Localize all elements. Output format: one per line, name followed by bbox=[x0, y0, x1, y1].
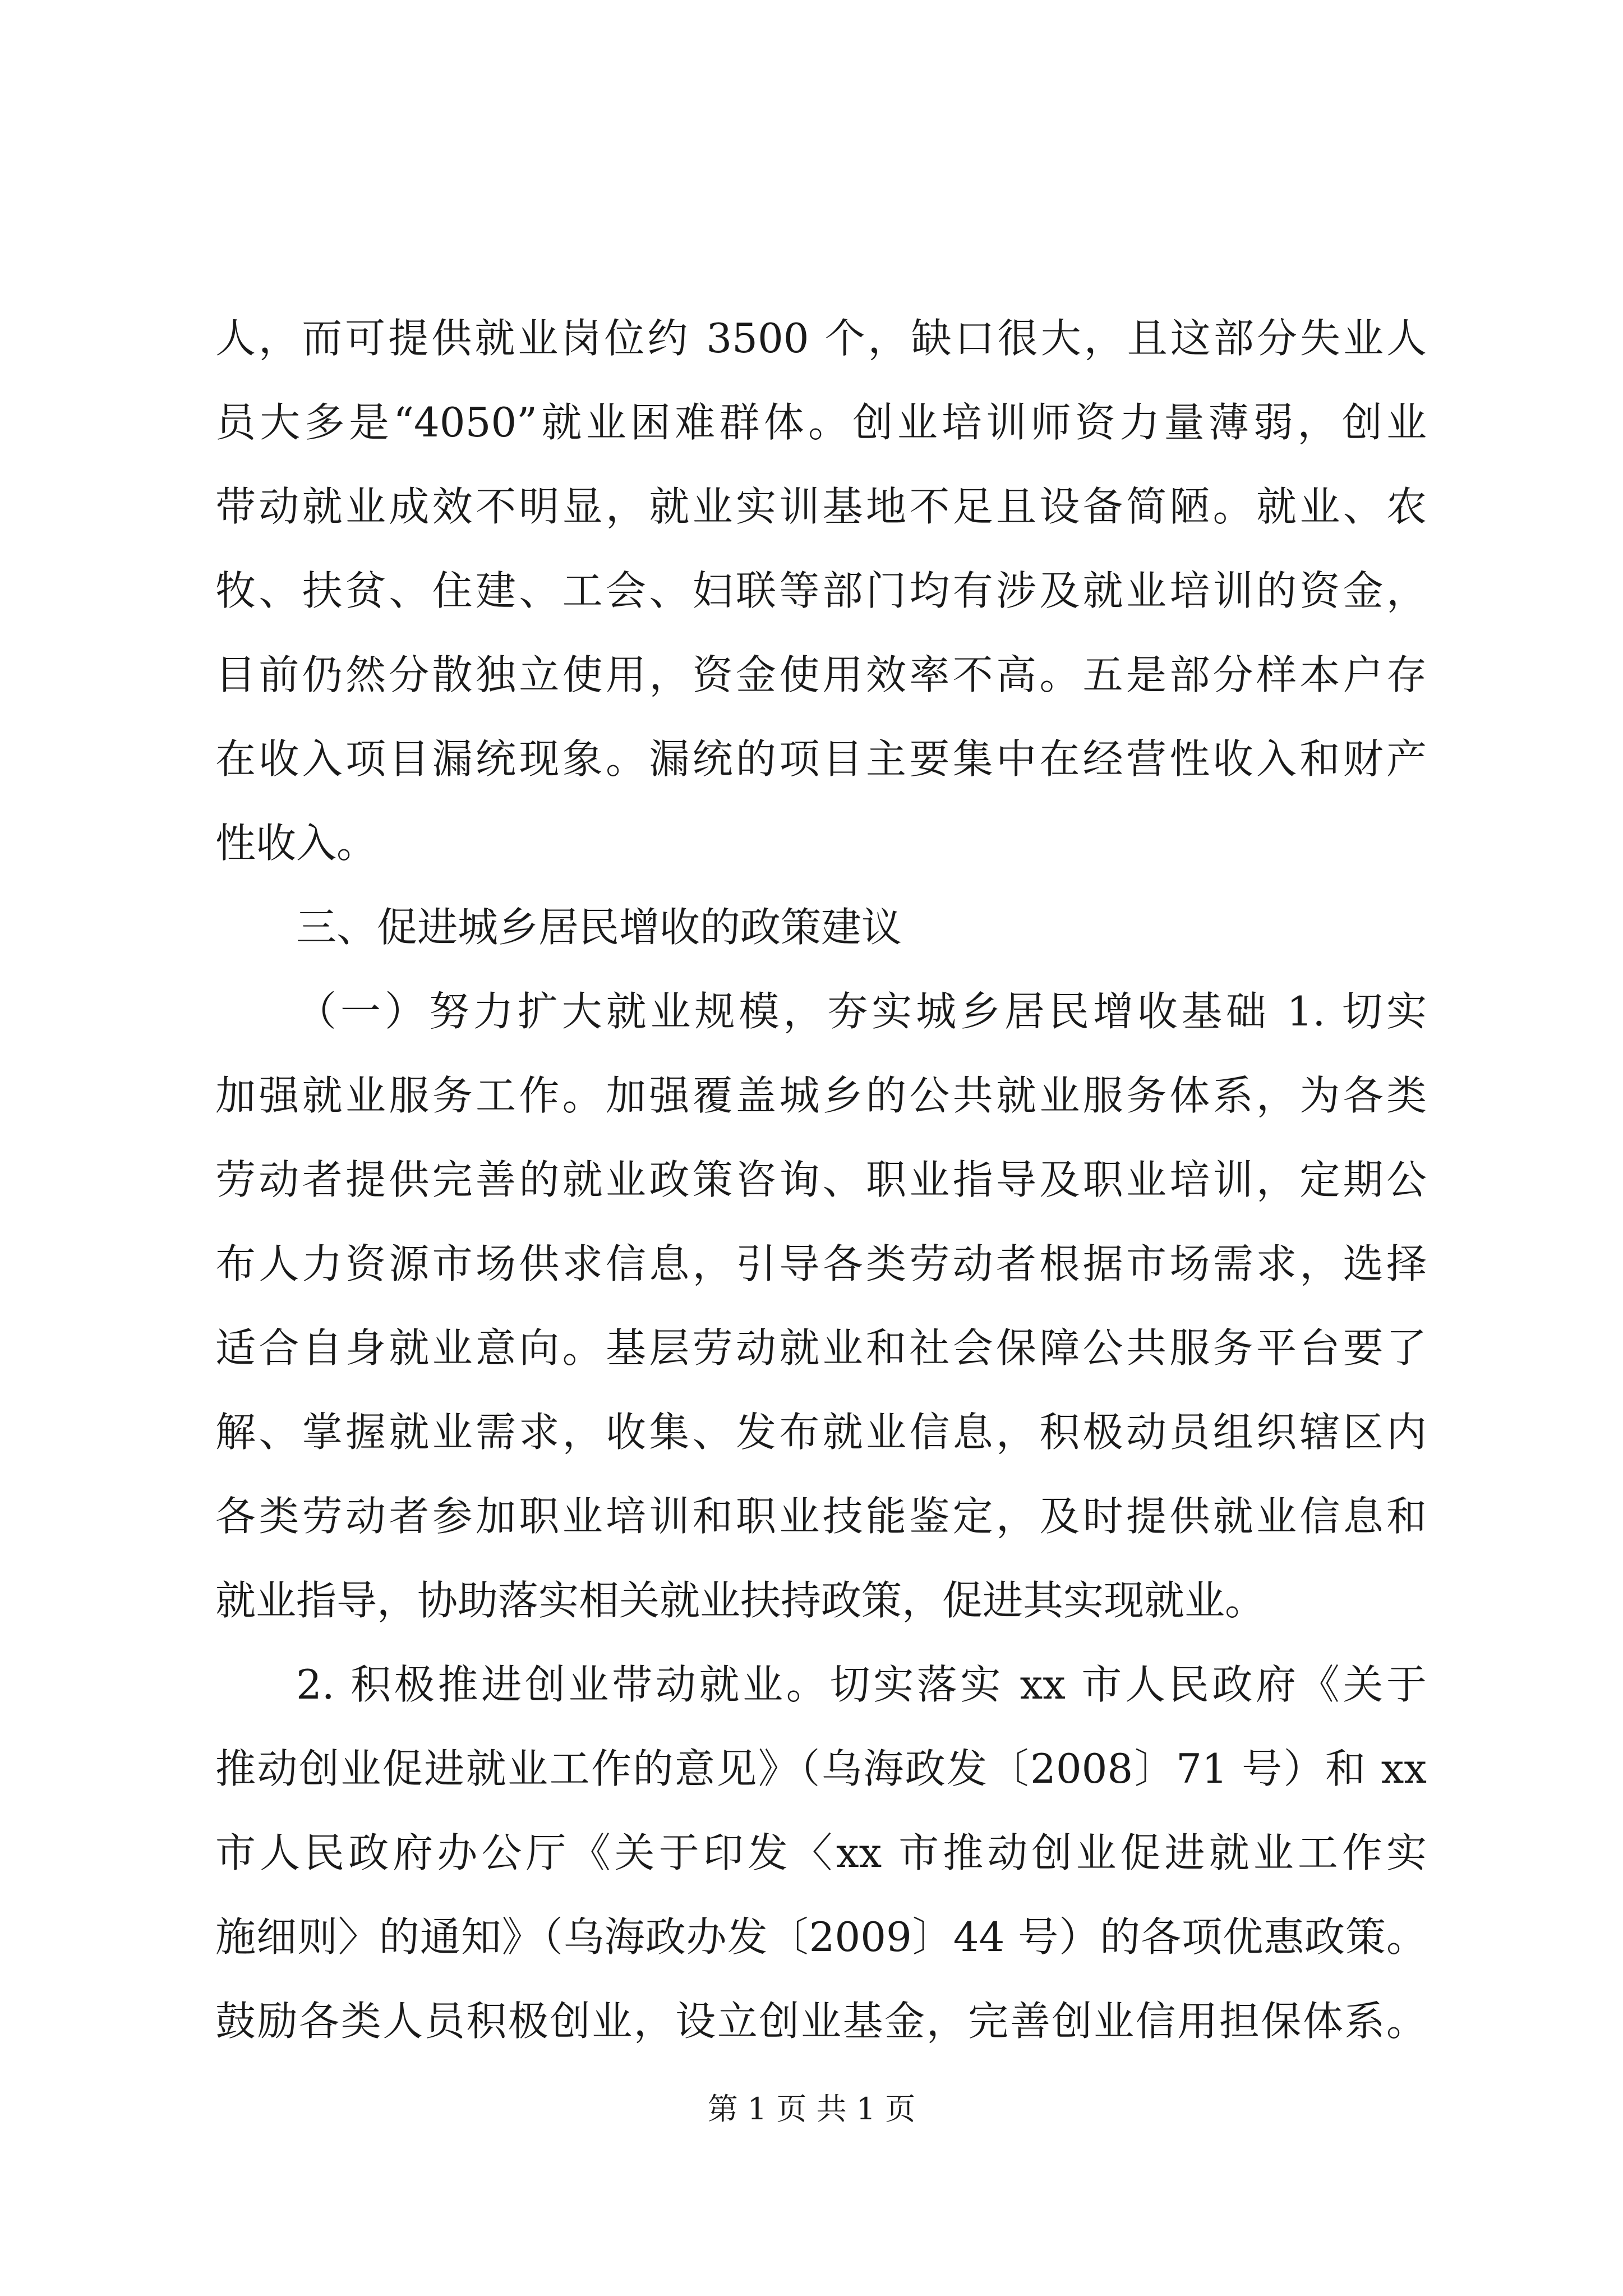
text-line: 各类劳动者参加职业培训和职业技能鉴定，及时提供就业信息和 bbox=[215, 1493, 1427, 1540]
text-line: 鼓励各类人员积极创业，设立创业基金，完善创业信用担保体系。 bbox=[215, 1998, 1427, 2045]
text-line: 在收入项目漏统现象。漏统的项目主要集中在经营性收入和财产 bbox=[215, 735, 1427, 783]
subsection-heading: （一）努力扩大就业规模，夯实城乡居民增收基础 1. 切实 bbox=[296, 988, 1427, 1035]
text-line: 劳动者提供完善的就业政策咨询、职业指导及职业培训，定期公 bbox=[215, 1156, 1427, 1203]
text-line: 解、掌握就业需求，收集、发布就业信息，积极动员组织辖区内 bbox=[215, 1409, 1427, 1456]
text-line: 牧、扶贫、住建、工会、妇联等部门均有涉及就业培训的资金， bbox=[215, 567, 1427, 614]
section-heading: 三、促进城乡居民增收的政策建议 bbox=[296, 904, 902, 951]
text-line: 市人民政府办公厅《关于印发〈xx 市推动创业促进就业工作实 bbox=[215, 1829, 1427, 1876]
text-line: 带动就业成效不明显，就业实训基地不足且设备简陋。就业、农 bbox=[215, 483, 1427, 530]
text-line: 加强就业服务工作。加强覆盖城乡的公共就业服务体系，为各类 bbox=[215, 1072, 1427, 1119]
text-line: 2. 积极推进创业带动就业。切实落实 xx 市人民政府《关于 bbox=[296, 1661, 1427, 1708]
text-line: 性收入。 bbox=[215, 820, 377, 867]
text-line: 目前仍然分散独立使用，资金使用效率不高。五是部分样本户存 bbox=[215, 651, 1427, 698]
text-line: 人，而可提供就业岗位约 3500 个，缺口很大，且这部分失业人 bbox=[215, 315, 1427, 362]
page-number-footer: 第 1 页 共 1 页 bbox=[707, 2091, 916, 2127]
text-line: 推动创业促进就业工作的意见》（乌海政发〔2008〕71 号）和 xx bbox=[215, 1745, 1427, 1792]
text-line: 员大多是“4050”就业困难群体。创业培训师资力量薄弱，创业 bbox=[215, 399, 1427, 446]
text-line: 就业指导，协助落实相关就业扶持政策，促进其实现就业。 bbox=[215, 1577, 1266, 1624]
text-line: 适合自身就业意向。基层劳动就业和社会保障公共服务平台要了 bbox=[215, 1324, 1427, 1372]
text-line: 施细则〉的通知》（乌海政办发〔2009〕44 号）的各项优惠政策。 bbox=[215, 1913, 1427, 1961]
text-line: 布人力资源市场供求信息，引导各类劳动者根据市场需求，选择 bbox=[215, 1240, 1427, 1287]
